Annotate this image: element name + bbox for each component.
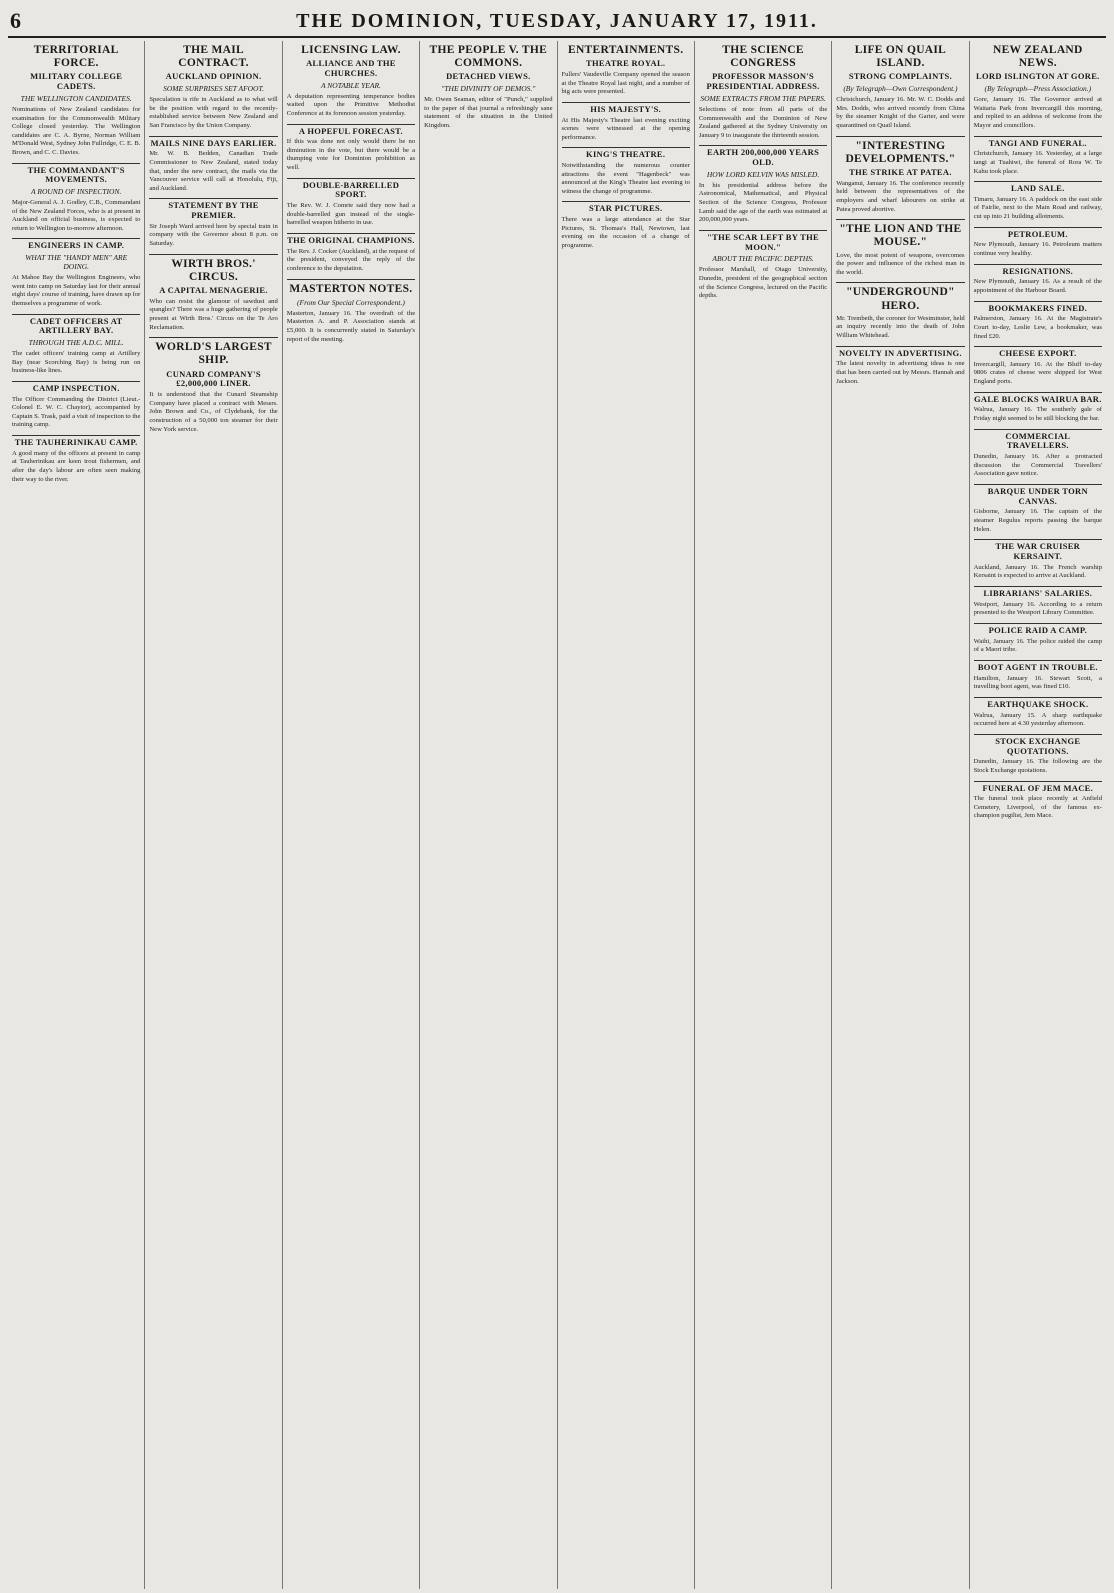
article	[974, 586, 1102, 618]
article	[562, 44, 690, 97]
article	[699, 44, 827, 140]
article-headline: NEW ZEALAND NEWS.	[992, 44, 1083, 70]
article-body: A deputation representing temperance bodies waited upon the Primitive Methodist Conference at its forenoon session yesterday.	[286, 92, 416, 117]
article-body: Love, the most potent of weapons, overcomes the power and influence of the richest man in the world.	[836, 251, 965, 276]
article-body: If this was done not only would there be no diminution in the vote, but there would be a thumping vote for Dominion prohibition as well.	[286, 138, 416, 172]
article-body: Auckland, January 16. The French warship Kersaint is expected to arrive at Auckland.	[973, 563, 1102, 580]
article	[287, 44, 415, 119]
article	[974, 734, 1102, 776]
article-subheadline: GALE BLOCKS WAIRUA BAR.	[973, 393, 1102, 404]
article-subheadline: STRONG COMPLAINTS.	[848, 71, 953, 82]
article-subheadline: THE ORIGINAL CHAMPIONS.	[287, 234, 415, 245]
article	[562, 102, 690, 143]
article-dateline: THROUGH THE A.D.C. MILL.	[28, 338, 124, 348]
article-headline: MASTERTON NOTES.	[289, 282, 413, 295]
article-subheadline: LAND SALE.	[1011, 183, 1065, 194]
article-subheadline: BARQUE UNDER TORN CANVAS.	[987, 485, 1088, 506]
article	[12, 44, 140, 158]
article-body: It is understood that the Cunard Steamship Company have placed a contract with Messrs. John Brown and Co., of Clydebank, for the construction of a 50,000 ton steamer for their New York service.	[149, 391, 278, 433]
article-body: Timaru, January 16. A paddock on the east side of Fairlie, next to the Main Road and railway, cut up into 21 building allotments.	[973, 195, 1102, 221]
article-headline: "UNDERGROUND" HERO.	[846, 286, 955, 312]
article	[974, 539, 1102, 581]
article-subheadline: NOVELTY IN ADVERTISING.	[838, 347, 962, 358]
article	[12, 435, 140, 484]
article-body: Walrua, January 16. The southerly gale of Friday night seemed to be still blocking the bar.	[973, 406, 1102, 423]
article	[836, 219, 964, 277]
article-body: Walrua, January 15. A sharp earthquake occurred here at 4.30 yesterday afternoon.	[973, 711, 1102, 728]
article-subheadline: MAILS NINE DAYS EARLIER.	[150, 137, 277, 148]
article-body: Major-General A. J. Godley, C.B., Commandant of the New Zealand Forces, who is at present in Auckland on official business, is expected to return to Wellington to-morrow afternoon.	[12, 199, 141, 232]
article-dateline: (From Our Special Correspondent.)	[297, 297, 405, 307]
article-dateline: WHAT THE "HANDY MEN" ARE DOING.	[25, 253, 128, 272]
article-body: Mr. Owen Seaman, editor of "Punch," supplied to the paper of that journal a refreshingly sane statement of the situation in the United Kingdom.	[424, 96, 553, 129]
article-subheadline: BOOKMAKERS FINED.	[988, 302, 1088, 313]
article-body: The Rev. W. J. Comrie said they now had a double-barrelled gun instead of the single-barrelled weapon hitherto in use.	[286, 202, 416, 227]
article-body: New Plymouth, January 16. As a result of the appointment of the Harbour Board.	[973, 278, 1102, 294]
article	[287, 279, 415, 345]
masthead	[8, 6, 1106, 38]
page-number: 6	[10, 8, 21, 33]
article-headline: "INTERESTING DEVELOPMENTS."	[845, 139, 956, 165]
article	[562, 201, 690, 250]
article	[12, 238, 140, 308]
article-subheadline: THE TAUHERINIKAU CAMP.	[14, 437, 138, 448]
article-subheadline: LORD ISLINGTON AT GORE.	[976, 71, 1100, 82]
article	[287, 233, 415, 274]
article-body: Waihi, January 16. The police raided the camp of a Maori tribe.	[973, 637, 1102, 654]
article-subheadline: A HOPEFUL FORECAST.	[298, 125, 403, 136]
article-body: Wanganui, January 16. The conference recently held between the representatives of the employers and wharf labourers on strike at Patea proved abortive.	[836, 179, 965, 213]
article-subheadline: RESIGNATIONS.	[1002, 265, 1074, 276]
article-subheadline: STAR PICTURES.	[588, 203, 663, 214]
article	[12, 163, 140, 234]
article-body: Sir Joseph Ward arrived here by special train in company with the Governor about 8 p.m. on Saturday.	[149, 222, 278, 248]
article-subheadline: POLICE RAID A CAMP.	[988, 624, 1088, 635]
article-dateline: (By Telegraph—Press Association.)	[984, 84, 1092, 94]
article-headline: "THE LION AND THE MOUSE."	[839, 223, 962, 249]
article	[974, 660, 1102, 692]
article-subheadline: BOOT AGENT IN TROUBLE.	[977, 661, 1098, 672]
article	[974, 392, 1102, 424]
article-headline: THE MAIL CONTRACT.	[178, 44, 249, 70]
article	[974, 781, 1102, 822]
columns	[8, 41, 1106, 1589]
column-8	[970, 41, 1106, 1589]
article	[836, 136, 964, 215]
article-subheadline: CAMP INSPECTION.	[32, 382, 120, 393]
article-body: Westport, January 16. According to a return presented to the Westport Library Committee.	[973, 600, 1102, 617]
article-body: Hamilton, January 16. Stewart Scott, a travelling boot agent, was fined £10.	[973, 674, 1102, 691]
article-subheadline: THE COMMANDANT'S MOVEMENTS.	[27, 164, 125, 185]
article-headline: THE PEOPLE V. THE COMMONS.	[429, 44, 548, 70]
column-6	[695, 41, 832, 1589]
article-subheadline: STATEMENT BY THE PREMIER.	[168, 200, 259, 221]
article	[149, 337, 277, 434]
column-2	[145, 41, 282, 1589]
article	[149, 254, 277, 333]
article-headline: LIFE ON QUAIL ISLAND.	[854, 44, 947, 70]
article-body: A good many of the officers at present in camp at Tauherinikau are keen trout fishermen, and after the day's labour are often seen making their way to the river.	[12, 449, 141, 483]
article-dateline: A ROUND OF INSPECTION.	[31, 187, 122, 197]
article-subheadline: AUCKLAND OPINION.	[165, 71, 262, 82]
article-body: Masterton, January 16. The overdraft of the Masterton A. and P. Association stands at £5,000. It is concurrently stated in Saturday's report of the meeting.	[286, 309, 416, 343]
article	[836, 282, 964, 340]
article-subheadline: STOCK EXCHANGE QUOTATIONS.	[995, 735, 1081, 756]
article-subheadline: "THE SCAR LEFT BY THE MOON."	[707, 231, 820, 252]
article-dateline: A NOTABLE YEAR.	[320, 80, 381, 90]
article-body: The Rev. J. Cocker (Auckland), at the request of the president, conveyed the reply of the conference to the deputation.	[286, 247, 416, 272]
article-body: There was a large attendance at the Star Pictures, St. Thomas's Hall, Newtown, last evening on the occasion of a change of programme.	[561, 216, 690, 249]
article-subheadline: HIS MAJESTY'S.	[590, 103, 662, 114]
article-subheadline: PETROLEUM.	[1007, 228, 1068, 239]
article-dateline: THE WELLINGTON CANDIDATES.	[20, 93, 132, 103]
article	[974, 484, 1102, 534]
article-dateline: (By Telegraph—Own Correspondent.)	[843, 84, 958, 94]
article-body: Professor Marshall, of Otago University, Dunedin, president of the geographical section of the Science Congress, lectured on the Pacific depths.	[698, 266, 828, 300]
article-headline: WORLD'S LARGEST SHIP.	[155, 341, 272, 367]
article-subheadline: THE WAR CRUISER KERSAINT.	[995, 541, 1081, 562]
article-subheadline: TANGI AND FUNERAL.	[988, 137, 1087, 148]
article	[562, 147, 690, 196]
article	[974, 181, 1102, 222]
article-subheadline: LIBRARIANS' SALARIES.	[983, 587, 1093, 598]
article-body: Notwithstanding the numerous counter attractions the event "Hagenbeck" was announced at the King's Theatre last evening to witness the change of programme.	[561, 162, 690, 195]
article-dateline: HOW LORD KELVIN WAS MISLED.	[706, 169, 820, 179]
article-headline: ENTERTAINMENTS.	[567, 44, 684, 56]
article	[974, 264, 1102, 296]
article	[149, 136, 277, 194]
article	[12, 314, 140, 376]
article-subheadline: DOUBLE-BARRELLED SPORT.	[302, 179, 400, 200]
article-subheadline: EARTH 200,000,000 YEARS OLD.	[707, 147, 820, 168]
article	[974, 44, 1102, 131]
article	[974, 301, 1102, 342]
article-body: New Plymouth, January 16. Petroleum matters continue very healthy.	[973, 241, 1102, 258]
article-subheadline: CHEESE EXPORT.	[999, 348, 1077, 359]
article	[974, 429, 1102, 479]
column-3	[283, 41, 420, 1589]
article-subheadline: ENGINEERS IN CAMP.	[28, 240, 125, 251]
article	[974, 346, 1102, 387]
article-dateline: SOME EXTRACTS FROM THE PAPERS.	[700, 93, 826, 103]
article-body: Speculation is rife in Auckland as to what will be the position with regard to the recently-established service between New Zealand and San Francisco by the Union Company.	[149, 96, 278, 129]
article	[974, 697, 1102, 729]
article-body: Mr. Trembeth, the coroner for Westminster, held an inquiry recently into the death of John William Whitehead.	[836, 314, 965, 339]
article-body: Dunedin, January 16. The following are the Stock Exchange quotations.	[973, 758, 1102, 774]
article-body: Christchurch, January 16. Mr. W. C. Dodds and Mrs. Dodds, who arrived recently from China by the steamer Knight of the Garter, and were quarantined on Quail Island.	[836, 96, 965, 129]
article-subheadline: EARTHQUAKE SHOCK.	[987, 698, 1089, 709]
column-7	[832, 41, 969, 1589]
article-body: Gisborne, January 16. The captain of the steamer Regulus reports passing the barque Helen.	[973, 508, 1102, 533]
article-dateline: SOME SURPRISES SET AFOOT.	[163, 84, 264, 94]
article-body: Who can resist the glamour of sawdust and spangles? There was a huge gathering of people present at Wirth Bros.' Circus on the Te Aro Reclamation.	[149, 297, 278, 331]
article-subheadline: THEATRE ROYAL.	[586, 58, 666, 69]
article-body: Selections of note from all parts of the Commonwealth and the Dominion of New Zealand gathered at the Sydney University on January 9 to inaugurate the thirteenth session.	[698, 105, 828, 139]
article-body: The funeral took place recently at Anfield Cemetery, Liverpool, of the famous ex-champion pugilist, Jem Mace.	[973, 795, 1102, 820]
article-subheadline: CUNARD COMPANY'S £2,000,000 LINER.	[166, 368, 261, 389]
article-subheadline: A CAPITAL MENAGERIE.	[159, 285, 268, 296]
article-body: The latest novelty in advertising ideas is one that has been carried out by Messrs. Hannah and Jackson.	[836, 360, 965, 385]
article	[974, 227, 1102, 259]
article	[836, 346, 964, 387]
column-4	[420, 41, 557, 1589]
article-body: Fullers' Vaudeville Company opened the season at the Theatre Royal last night, and a number of big acts were presented.	[561, 70, 690, 96]
article	[699, 230, 827, 301]
article-body: Palmerston, January 16. At the Magistrate's Court to-day, Leslie Lew, a bookmaker, was fined £20.	[973, 315, 1102, 340]
article-body: The Officer Commanding the District (Lieut.-Colonel E. W. C. Chaytor), accompanied by Captain S. Trask, paid a visit of inspection to the training camp.	[12, 395, 141, 429]
article-subheadline: CADET OFFICERS AT ARTILLERY BAY.	[29, 315, 123, 336]
article	[974, 136, 1102, 177]
article-subheadline: THE STRIKE AT PATEA.	[849, 167, 952, 178]
article-body: Invercargill, January 16. At the Bluff to-day 9806 crates of cheese were shipped for West England ports.	[973, 360, 1102, 386]
article	[836, 44, 964, 131]
article-body: The cadet officers' training camp at Artillery Bay (near Scorching Bay) is being run on business-like lines.	[12, 350, 141, 375]
article-subheadline: DETACHED VIEWS.	[446, 71, 531, 82]
article-body: At Mahoe Bay the Wellington Engineers, who went into camp on Saturday last for their annual eight days' course of training, have drawn up for themselves a programme of work.	[12, 274, 141, 307]
newspaper-title: THE DOMINION, TUESDAY, JANUARY 17, 1911.	[296, 10, 818, 32]
article-body: In his presidential address before the Astronomical, Mathematical, and Physical Section of the Science Congress, Professor Lamb said the age of the earth was estimated at 200,000,000 years.	[698, 181, 828, 224]
article-subheadline: COMMERCIAL TRAVELLERS.	[1005, 430, 1071, 451]
article	[149, 44, 277, 131]
article-subheadline: PROFESSOR MASSON'S PRESIDENTIAL ADDRESS.	[706, 71, 820, 92]
article	[12, 381, 140, 430]
article-headline: THE SCIENCE CONGRESS	[722, 44, 804, 70]
article	[424, 44, 552, 131]
article-headline: TERRITORIAL FORCE.	[33, 44, 119, 70]
article-subheadline: KING'S THEATRE.	[586, 149, 666, 160]
article	[974, 623, 1102, 655]
column-1	[8, 41, 145, 1589]
article-body: Nominations of New Zealand candidates for examination for the Commonwealth Military College closed yesterday. The Wellington candidates are C. A. Byrne, Norman William M'Donald West, Sydney John Fullridge, C. E. B. Brown, and C. C. Davies.	[12, 105, 141, 156]
article-dateline: ABOUT THE PACIFIC DEPTHS.	[712, 254, 814, 264]
article-subheadline: MILITARY COLLEGE CADETS.	[30, 71, 123, 92]
article-body: At His Majesty's Theatre last evening exciting scenes were witnessed at the opening performance.	[561, 116, 690, 141]
article-body: Christchurch, January 16. Yesterday, at a large tangi at Tuahiwi, the funeral of Rora W. Te Kahu took place.	[973, 150, 1102, 175]
article-subheadline: FUNERAL OF JEM MACE.	[982, 782, 1094, 793]
article-body: Dunedin, January 16. After a protracted discussion the Commercial Travellers' Association gave notice.	[973, 453, 1102, 478]
article-dateline: "THE DIVINITY OF DEMOS."	[441, 84, 536, 94]
article-headline: WIRTH BROS.' CIRCUS.	[171, 257, 256, 283]
article-headline: LICENSING LAW.	[301, 44, 401, 56]
article	[287, 178, 415, 228]
article	[699, 145, 827, 225]
article-body: Gore, January 16. The Governor arrived at Waitaria Park from Invercargill this morning, and replied to an address of welcome from the Mayor and councillors.	[973, 96, 1102, 129]
article-subheadline: ALLIANCE AND THE CHURCHES.	[306, 58, 396, 78]
article	[287, 124, 415, 173]
column-5	[558, 41, 695, 1589]
article-body: Mr. W. B. Bedden, Canadian Trade Commissioner to New Zealand, stated today that, under the new contract, the mails via the Vancouver service will call at Honolulu, Fiji, and Auckland.	[149, 150, 278, 192]
article	[149, 198, 277, 248]
